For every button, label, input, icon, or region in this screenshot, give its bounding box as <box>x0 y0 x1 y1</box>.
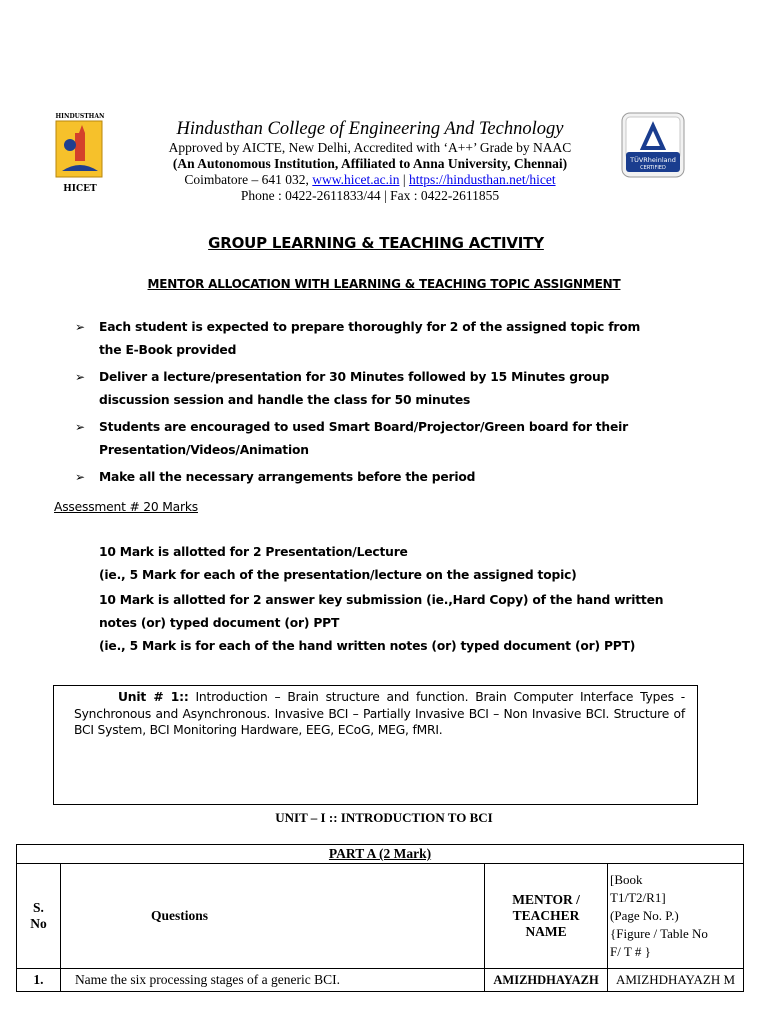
column-header-mentor: MENTOR / TEACHER NAME <box>485 864 608 969</box>
list-item <box>75 316 655 362</box>
question-table <box>16 844 744 992</box>
column-header-book: [Book T1/T2/R1] (Page No. P.) {Figure / Table No F/ T # } <box>608 864 744 969</box>
college-affiliation: (An Autonomous Institution, Affiliated to Anna University, Chennai) <box>172 156 568 171</box>
tuv-certified-logo <box>621 112 685 178</box>
arrow-bullet-icon: ➢ <box>75 370 85 384</box>
logo-left-top-text: HINDUSTHAN <box>55 113 105 120</box>
assessment-text: 10 Mark is allotted for 2 answer key submission (ie.,Hard Copy) of the hand written notes (or) typed document (or) PPT (ie., 5 Mark is for each of the hand written notes (or) typed document (or) PPT) <box>99 593 664 653</box>
cell-sno: 1. <box>17 969 61 992</box>
college-city: Coimbatore – 641 032, <box>184 172 313 187</box>
list-item <box>75 366 655 412</box>
list-item <box>75 466 655 489</box>
link-separator: | <box>399 172 409 187</box>
cell-book: AMIZHDHAYAZH M <box>608 969 744 992</box>
college-address <box>120 172 620 188</box>
column-header-sno: S. No <box>17 864 61 969</box>
square-bullet-icon <box>75 541 99 587</box>
assessment-list <box>75 541 675 658</box>
unit-description: Introduction – Brain structure and function. Brain Computer Interface Types - Synchronous and Asynchronous. Invasive BCI – Partially Invasive BCI – Non Invasive BCI. Structure of BCI System, BCI Monitoring Hardware, EEG, ECoG, MEG, fMRI. <box>74 690 685 737</box>
cell-mentor: AMIZHDHAYAZH <box>485 969 608 992</box>
table-row <box>17 969 744 992</box>
instruction-text: Students are encouraged to used Smart Board/Projector/Green board for their Presentation/Videos/Animation <box>99 420 629 457</box>
tuv-text: TÜVRheinland <box>630 156 676 164</box>
logo-left-bottom-text: HICET <box>63 184 97 194</box>
square-bullet-icon <box>75 589 99 658</box>
unit-heading: UNIT – I :: INTRODUCTION TO BCI <box>275 810 493 825</box>
column-header-questions: Questions <box>60 864 484 969</box>
table-header-row <box>17 864 744 969</box>
hicet-logo <box>52 111 108 197</box>
hindusthan-link[interactable]: https://hindusthan.net/hicet <box>408 172 556 187</box>
cell-question: Name the six processing stages of a generic BCI. <box>60 969 484 992</box>
arrow-bullet-icon: ➢ <box>75 420 85 434</box>
list-item <box>75 589 675 658</box>
hicet-link[interactable]: www.hicet.ac.in <box>312 172 400 187</box>
arrow-bullet-icon: ➢ <box>75 470 85 484</box>
list-item <box>75 541 675 587</box>
instruction-text: Deliver a lecture/presentation for 30 Minutes followed by 15 Minutes group discussion session and handle the class for 50 minutes <box>99 370 610 407</box>
table-part-row <box>17 845 744 864</box>
assessment-text: 10 Mark is allotted for 2 Presentation/Lecture (ie., 5 Mark for each of the presentation/lecture on the assigned topic) <box>99 545 577 582</box>
instruction-list <box>75 316 655 493</box>
college-accreditation: Approved by AICTE, New Delhi, Accredited with ‘A++’ Grade by NAAC <box>168 140 572 155</box>
unit-description-box <box>53 685 698 805</box>
college-contact: Phone : 0422-2611833/44 | Fax : 0422-2611855 <box>240 188 500 203</box>
page-subtitle: MENTOR ALLOCATION WITH LEARNING & TEACHING TOPIC ASSIGNMENT <box>147 277 621 291</box>
instruction-text: Make all the necessary arrangements before the period <box>99 470 476 484</box>
unit-label: Unit # 1:: <box>118 690 189 704</box>
part-heading: PART A (2 Mark) <box>17 845 744 864</box>
arrow-bullet-icon: ➢ <box>75 320 85 334</box>
college-name: Hindusthan College of Engineering And Technology <box>176 119 564 139</box>
assessment-title: Assessment # 20 Marks <box>54 500 198 514</box>
college-header <box>120 118 620 204</box>
tuv-certified-text: CERTIFIED <box>640 165 666 171</box>
list-item <box>75 416 655 462</box>
page-title: GROUP LEARNING & TEACHING ACTIVITY <box>208 234 544 252</box>
instruction-text: Each student is expected to prepare thoroughly for 2 of the assigned topic from the E-Book provided <box>99 320 641 357</box>
